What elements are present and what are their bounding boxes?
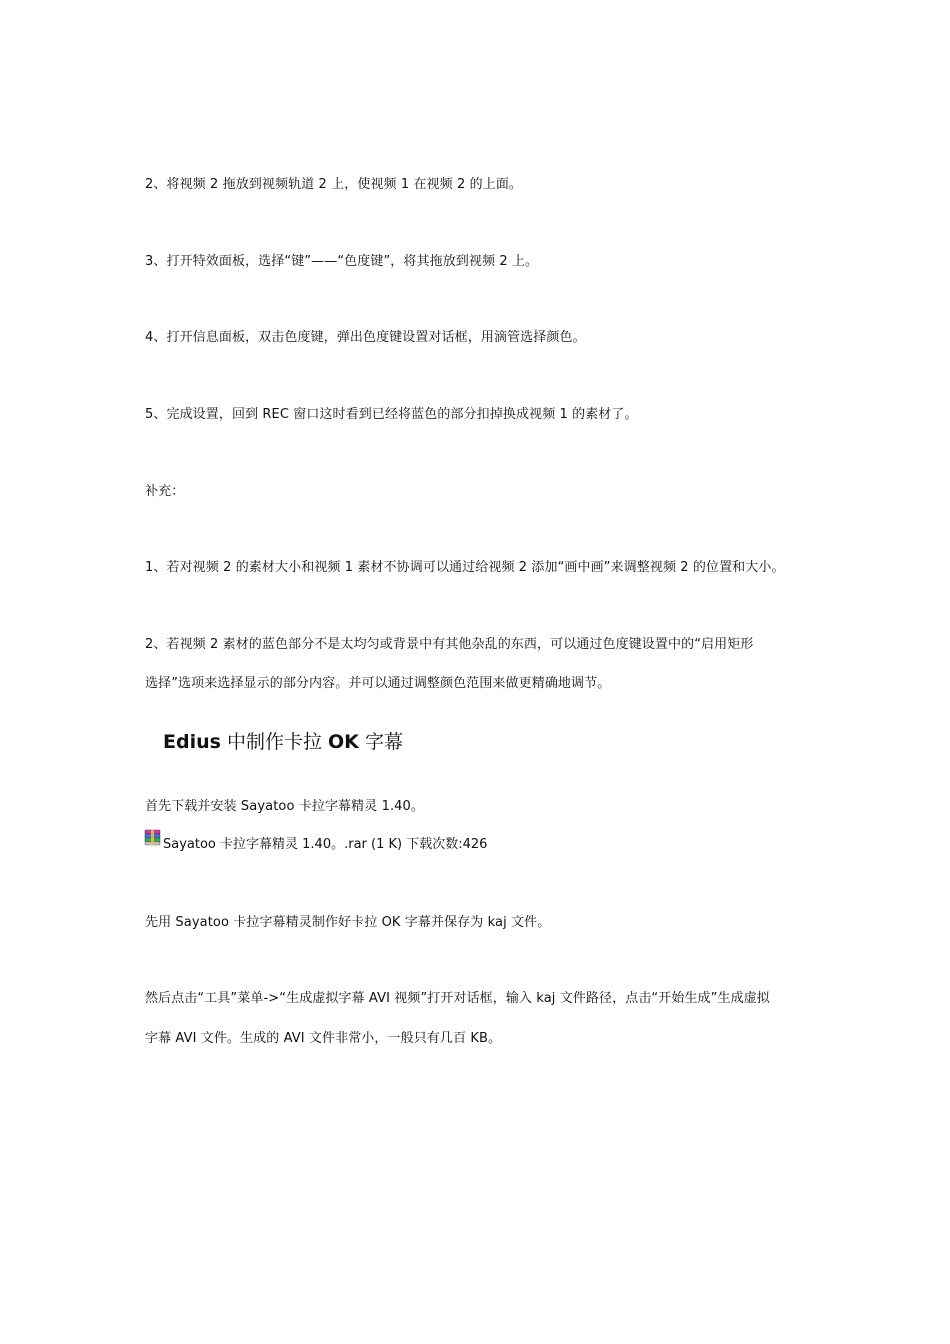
paragraph-generate-avi-line1: 然后点击“工具”菜单->“生成虚拟字幕 AVI 视频”打开对话框，输入 kaj 文件路径，点击“开始生成”生成虚拟 (145, 991, 770, 1006)
winrar-archive-icon[interactable] (144, 829, 161, 846)
attachment-link[interactable]: Sayatoo 卡拉字幕精灵 1.40。.rar (1 K) 下载次数:426 (163, 837, 488, 852)
paragraph-step-4: 4、打开信息面板，双击色度键，弹出色度键设置对话框，用滴管选择颜色。 (145, 330, 586, 345)
paragraph-supplement-2-line2: 选择”选项来选择显示的部分内容。并可以通过调整颜色范围来做更精确地调节。 (145, 676, 611, 691)
paragraph-step-2: 2、将视频 2 拖放到视频轨道 2 上，使视频 1 在视频 2 的上面。 (145, 177, 523, 192)
paragraph-step-3: 3、打开特效面板，选择“键”——“色度键”，将其拖放到视频 2 上。 (145, 254, 539, 269)
paragraph-generate-avi-line2: 字幕 AVI 文件。生成的 AVI 文件非常小，一般只有几百 KB。 (145, 1031, 502, 1046)
heading-part-ok: OK (328, 731, 359, 753)
paragraph-make-subtitle: 先用 Sayatoo 卡拉字幕精灵制作好卡拉 OK 字幕并保存为 kaj 文件。 (145, 915, 551, 930)
paragraph-supplement-2-line1: 2、若视频 2 素材的蓝色部分不是太均匀或背景中有其他杂乱的东西，可以通过色度键设置中的“启用矩形 (145, 637, 754, 652)
heading-part-end: 字幕 (358, 731, 403, 753)
heading-part-mid: 中制作卡拉 (220, 731, 329, 753)
paragraph-download-intro: 首先下载并安装 Sayatoo 卡拉字幕精灵 1.40。 (145, 799, 425, 814)
paragraph-step-5: 5、完成设置，回到 REC 窗口这时看到已经将蓝色的部分扣掉换成视频 1 的素材了。 (145, 407, 638, 422)
paragraph-supplement-label: 补充： (145, 484, 185, 499)
heading-part-edius: Edius (163, 731, 221, 753)
section-heading (163, 729, 403, 755)
paragraph-supplement-1: 1、若对视频 2 的素材大小和视频 1 素材不协调可以通过给视频 2 添加“画中画”来调整视频 2 的位置和大小。 (145, 560, 785, 575)
